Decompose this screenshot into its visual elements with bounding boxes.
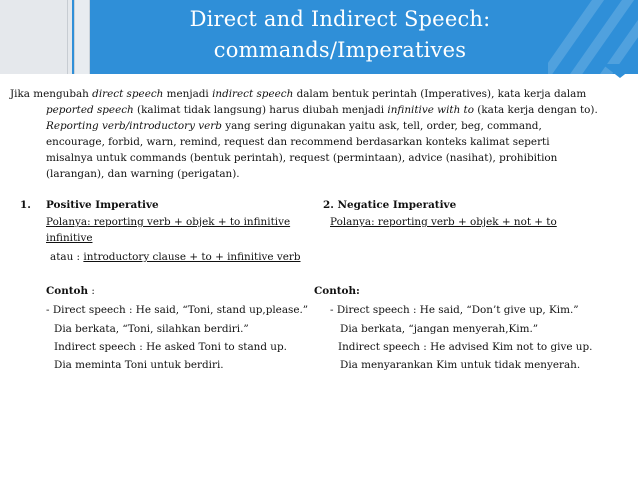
intro-text: (kata kerja dengan to). — [474, 104, 598, 116]
intro-line-1 — [10, 86, 586, 102]
intro-term: Reporting verb/introductory verb — [46, 120, 222, 132]
banner-grey-block — [0, 0, 72, 74]
intro-line-5: misalnya untuk commands (bentuk perintah), request (permintaan), advice (nasihat), prohibition — [46, 152, 558, 164]
positive-example-1: - Direct speech : He said, “Toni, stand up,please.” — [46, 304, 309, 316]
negative-example-label: Contoh: — [314, 285, 360, 297]
intro-line-4: encourage, forbid, warn, remind, request dan recommend berdasarkan konteks kalimat seperti — [46, 136, 550, 148]
intro-text: menjadi — [163, 88, 213, 100]
negative-imperative-heading: 2. Negatice Imperative — [323, 199, 457, 211]
positive-example-4: Dia meminta Toni untuk berdiri. — [54, 359, 224, 371]
intro-text: (kalimat tidak langsung) harus diubah menjadi — [133, 104, 388, 116]
negative-example-1: - Direct speech : He said, “Don’t give up, Kim.” — [330, 304, 579, 316]
intro-line-6: (larangan), dan warning (perigatan). — [46, 168, 240, 180]
negative-example-3: Indirect speech : He advised Kim not to give up. — [338, 341, 593, 353]
intro-text: dalam bentuk perintah (Imperatives), kata kerja dalam — [293, 88, 587, 100]
intro-text: yang sering digunakan yaitu ask, tell, order, beg, command, — [221, 120, 542, 132]
positive-pattern-line-1: Polanya: reporting verb + objek + to infinitive — [46, 216, 291, 228]
title-banner — [0, 0, 638, 74]
slide-title — [90, 4, 590, 66]
positive-pattern-line-2: infinitive — [46, 232, 93, 244]
title-line-1: Direct and Indirect Speech: — [189, 7, 491, 31]
positive-example-3: Indirect speech : He asked Toni to stand up. — [54, 341, 287, 353]
intro-line-2 — [46, 102, 598, 118]
negative-pattern: Polanya: reporting verb + objek + not + to — [330, 216, 557, 228]
positive-imperative-heading: Positive Imperative — [46, 199, 159, 211]
positive-example-label — [46, 283, 95, 299]
intro-term: infinitive with to — [387, 104, 474, 116]
banner-pointer-arrow — [602, 64, 638, 78]
negative-example-2: Dia berkata, “jangan menyerah,Kim.” — [340, 323, 539, 335]
intro-term: direct speech — [92, 88, 164, 100]
positive-example-2: Dia berkata, “Toni, silahkan berdiri.” — [54, 323, 249, 335]
example-label: Contoh — [46, 285, 89, 297]
alt-pattern-text: introductory clause + to + infinitive verb — [83, 251, 301, 263]
example-colon: : — [88, 285, 95, 297]
title-line-2: commands/Imperatives — [213, 38, 467, 62]
positive-alt-pattern — [50, 249, 301, 265]
intro-text: Jika mengubah — [10, 88, 93, 100]
negative-example-4: Dia menyarankan Kim untuk tidak menyerah. — [340, 359, 581, 371]
intro-line-3 — [46, 118, 542, 134]
section-number-1: 1. — [20, 199, 31, 211]
intro-term: indirect speech — [212, 88, 294, 100]
intro-term: peported speech — [46, 104, 134, 116]
banner-divider — [74, 0, 90, 74]
alt-prefix: atau : — [50, 251, 84, 263]
